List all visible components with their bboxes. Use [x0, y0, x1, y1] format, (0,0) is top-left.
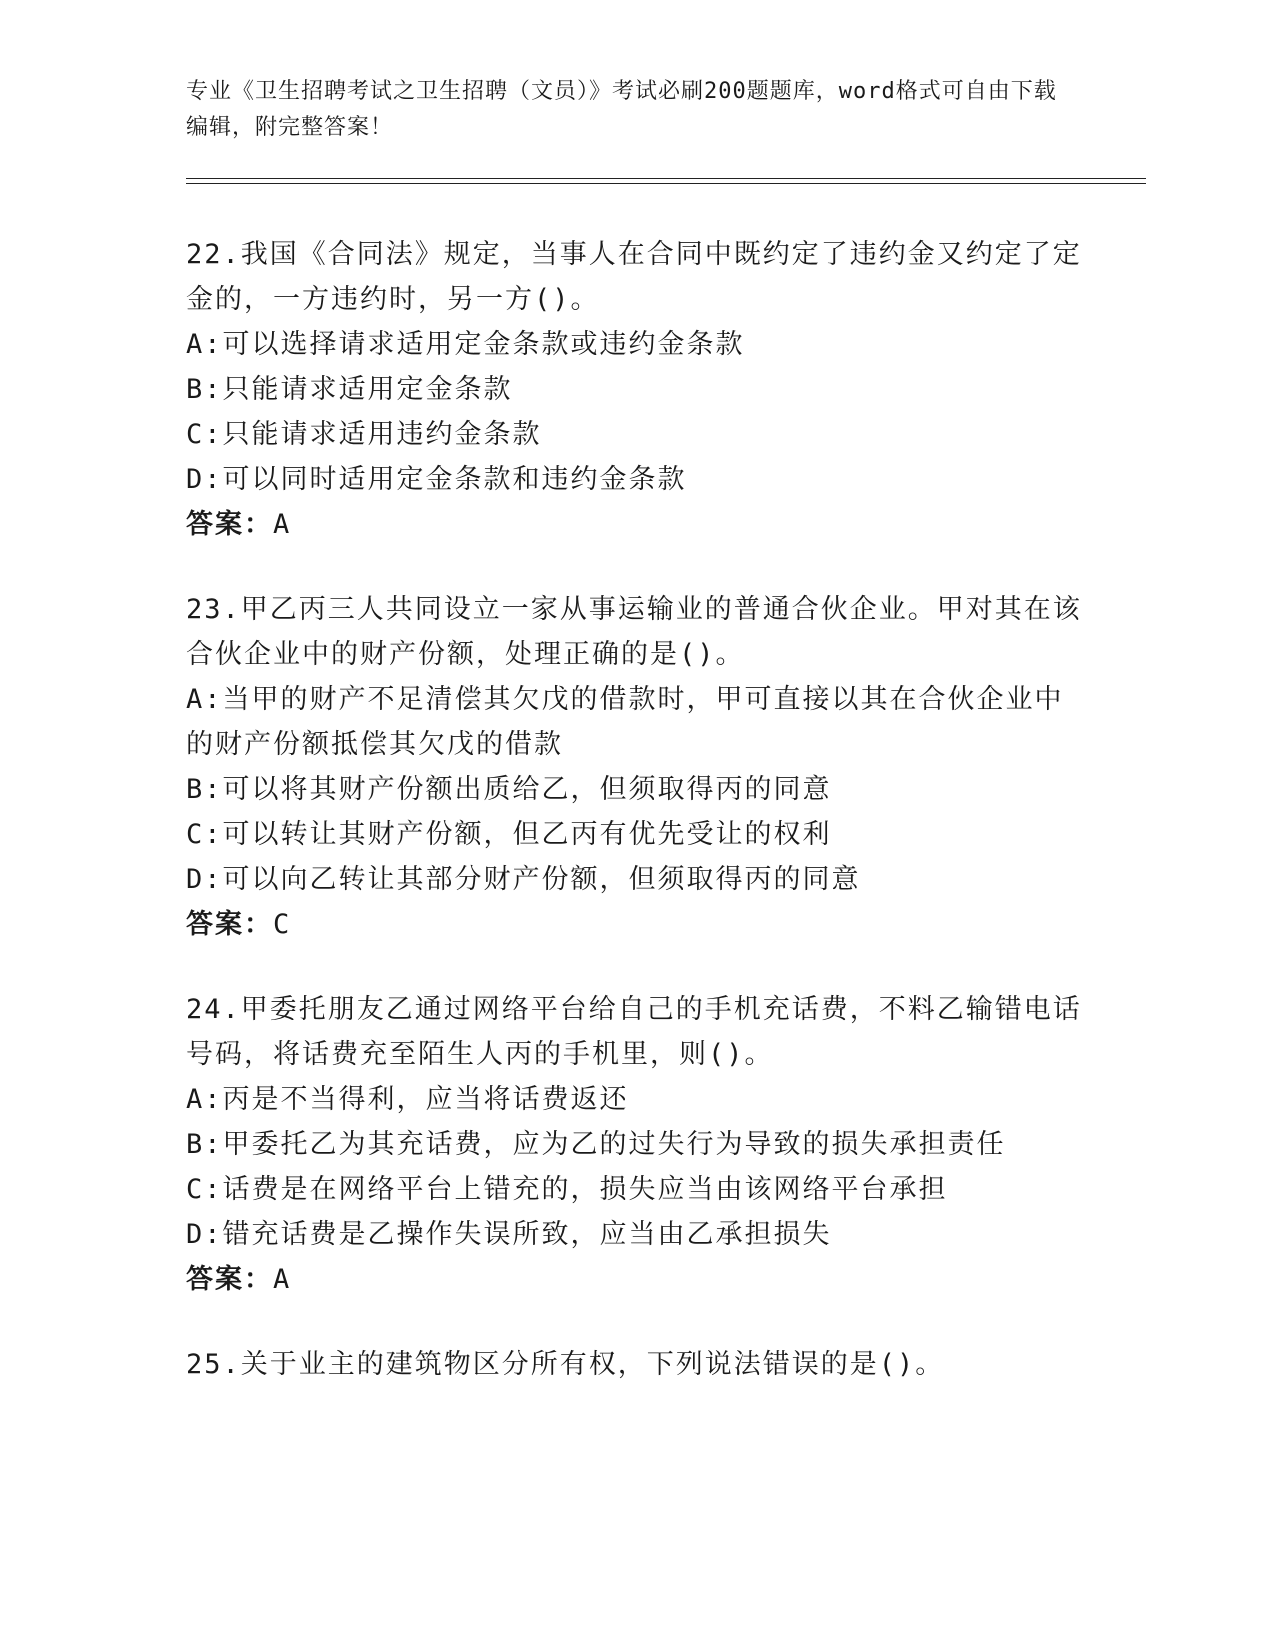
answer-label: 答案： [186, 509, 273, 540]
option-a: A:丙是不当得利，应当将话费返还 [186, 1084, 629, 1115]
document-header: 专业《卫生招聘考试之卫生招聘（文员）》考试必刷200题题库，word格式可自由下载编辑，附完整答案！ [186, 79, 1057, 140]
option-a: A:当甲的财产不足清偿其欠戊的借款时，甲可直接以其在合伙企业中的财产份额抵偿其欠戊的借款 [186, 684, 1064, 760]
question-list [186, 232, 1086, 1427]
answer-label: 答案： [186, 1264, 273, 1295]
answer-value: A [273, 1264, 291, 1295]
answer-line [186, 902, 1086, 947]
answer-value: C [273, 909, 291, 940]
option-c: C:只能请求适用违约金条款 [186, 419, 542, 450]
question-stem: 25.关于业主的建筑物区分所有权，下列说法错误的是()。 [186, 1349, 945, 1380]
header-divider-top [186, 178, 1146, 179]
option-b: B:只能请求适用定金条款 [186, 374, 513, 405]
answer-line [186, 502, 1086, 547]
question-stem: 22.我国《合同法》规定，当事人在合同中既约定了违约金又约定了定金的，一方违约时，另一方()。 [186, 239, 1082, 315]
option-b: B:可以将其财产份额出质给乙，但须取得丙的同意 [186, 774, 832, 805]
question-22 [186, 232, 1086, 547]
question-25 [186, 1342, 1086, 1387]
question-23 [186, 587, 1086, 947]
option-c: C:可以转让其财产份额，但乙丙有优先受让的权利 [186, 819, 832, 850]
answer-label: 答案： [186, 909, 273, 940]
option-a: A:可以选择请求适用定金条款或违约金条款 [186, 329, 745, 360]
question-24 [186, 987, 1086, 1302]
option-d: D:可以向乙转让其部分财产份额，但须取得丙的同意 [186, 864, 861, 895]
option-b: B:甲委托乙为其充话费，应为乙的过失行为导致的损失承担责任 [186, 1129, 1006, 1160]
question-stem: 23.甲乙丙三人共同设立一家从事运输业的普通合伙企业。甲对其在该合伙企业中的财产份额，处理正确的是()。 [186, 594, 1082, 670]
option-c: C:话费是在网络平台上错充的，损失应当由该网络平台承担 [186, 1174, 948, 1205]
header-divider-bottom [186, 183, 1146, 184]
answer-line [186, 1257, 1086, 1302]
option-d: D:错充话费是乙操作失误所致，应当由乙承担损失 [186, 1219, 832, 1250]
answer-value: A [273, 509, 291, 540]
option-d: D:可以同时适用定金条款和违约金条款 [186, 464, 687, 495]
question-stem: 24.甲委托朋友乙通过网络平台给自己的手机充话费，不料乙输错电话号码，将话费充至陌生人丙的手机里，则()。 [186, 994, 1082, 1070]
